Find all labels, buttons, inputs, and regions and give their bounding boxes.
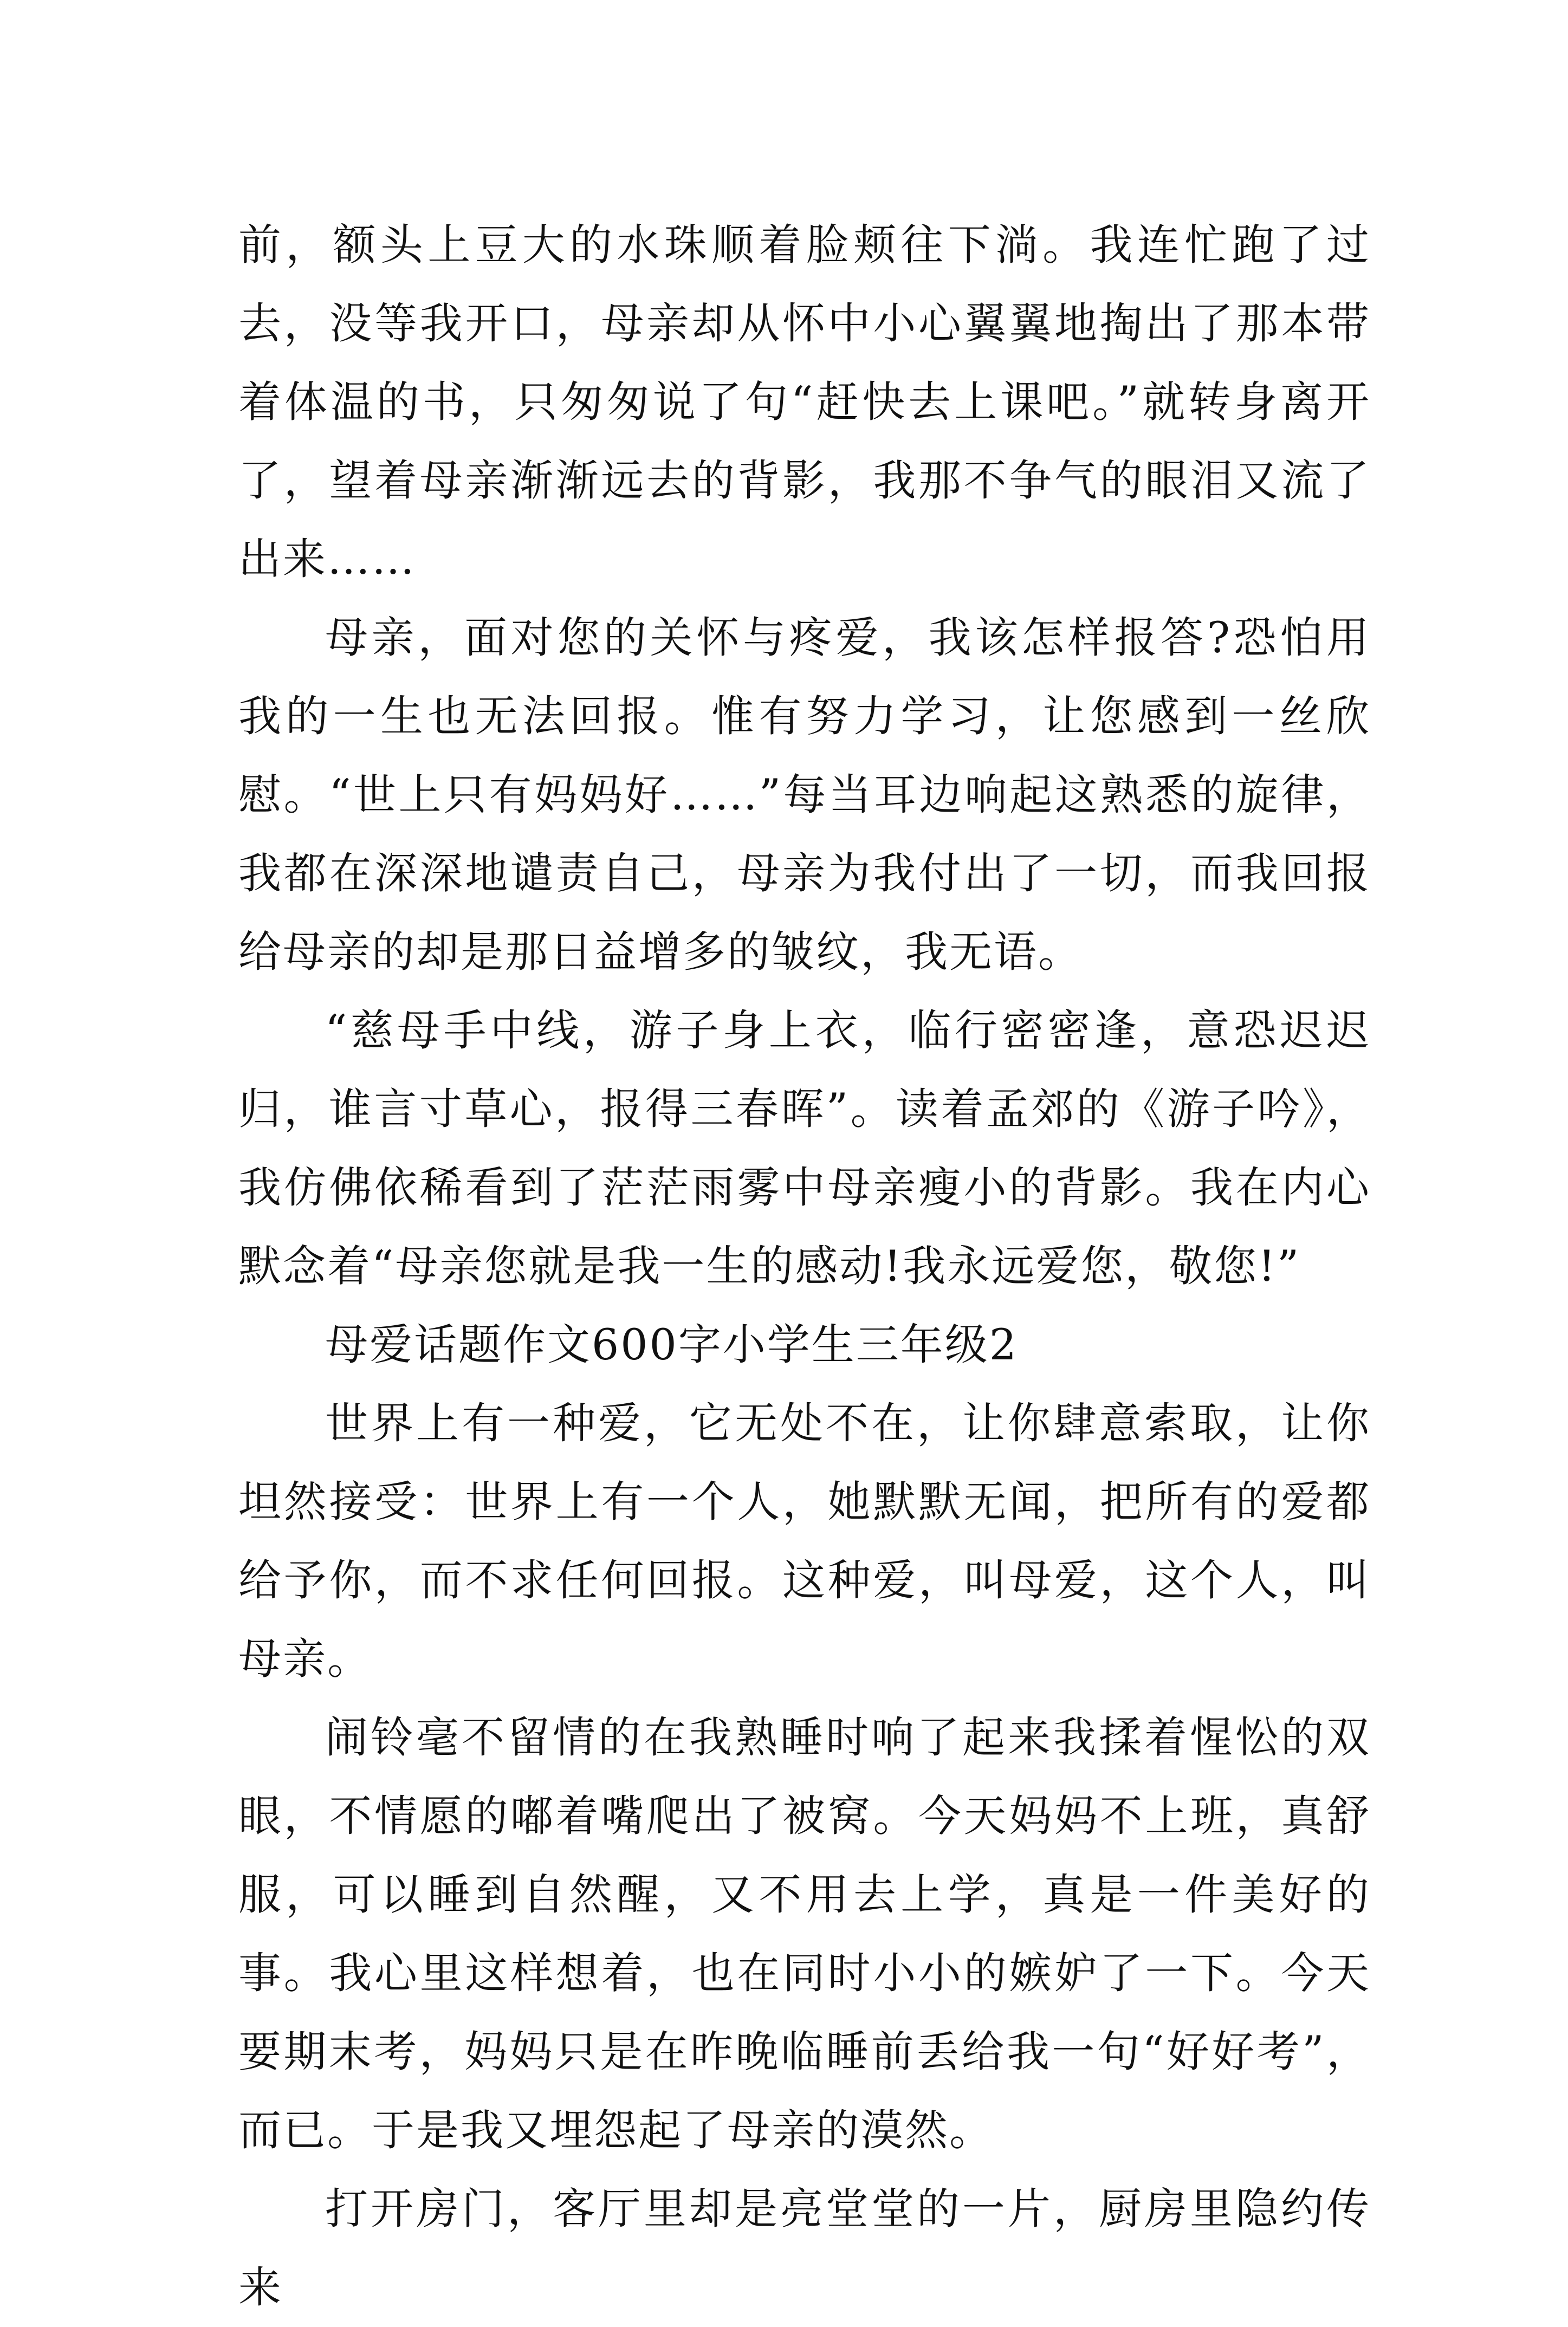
paragraph-1: 前，额头上豆大的水珠顺着脸颊往下淌。我连忙跑了过去，没等我开口，母亲却从怀中小心翼翼地掏出了那本带着体温的书，只匆匆说了句“赶快去上课吧。”就转身离开了，望着母亲渐渐远去的背影，我那不争气的眼泪又流了出来…… bbox=[238, 220, 1371, 584]
paragraph-6: 打开房门，客厅里却是亮堂堂的一片，厨房里隐约传来 bbox=[238, 2184, 1371, 2312]
paragraph-4: 世界上有一种爱，它无处不在，让你肆意索取，让你坦然接受：世界上有一个人，她默默无闻，把所有的爱都给予你，而不求任何回报。这种爱，叫母爱，这个人，叫母亲。 bbox=[238, 1398, 1371, 1684]
document-body bbox=[238, 206, 1371, 2327]
paragraph-3: “慈母手中线，游子身上衣，临行密密逢，意恐迟迟归，谁言寸草心，报得三春晖”。读着孟郊的《游子吟》，我仿佛依稀看到了茫茫雨雾中母亲瘦小的背影。我在内心默念着“母亲您就是我一生的感动!我永远爱您，敬您!” bbox=[238, 1006, 1371, 1291]
section-heading: 母爱话题作文600字小学生三年级2 bbox=[325, 1320, 1019, 1370]
paragraph-5: 闹铃毫不留情的在我熟睡时响了起来我揉着惺忪的双眼，不情愿的嘟着嘴爬出了被窝。今天妈妈不上班，真舒服，可以睡到自然醒，又不用去上学，真是一件美好的事。我心里这样想着，也在同时小小的嫉妒了一下。今天要期末考，妈妈只是在昨晚临睡前丢给我一句“好好考”，而已。于是我又埋怨起了母亲的漠然。 bbox=[238, 1713, 1371, 2155]
paragraph-2: 母亲，面对您的关怀与疼爱，我该怎样报答?恐怕用我的一生也无法回报。惟有努力学习，让您感到一丝欣慰。“世上只有妈妈好……”每当耳边响起这熟悉的旋律，我都在深深地谴责自己，母亲为我付出了一切，而我回报给母亲的却是那日益增多的皱纹，我无语。 bbox=[238, 613, 1371, 977]
